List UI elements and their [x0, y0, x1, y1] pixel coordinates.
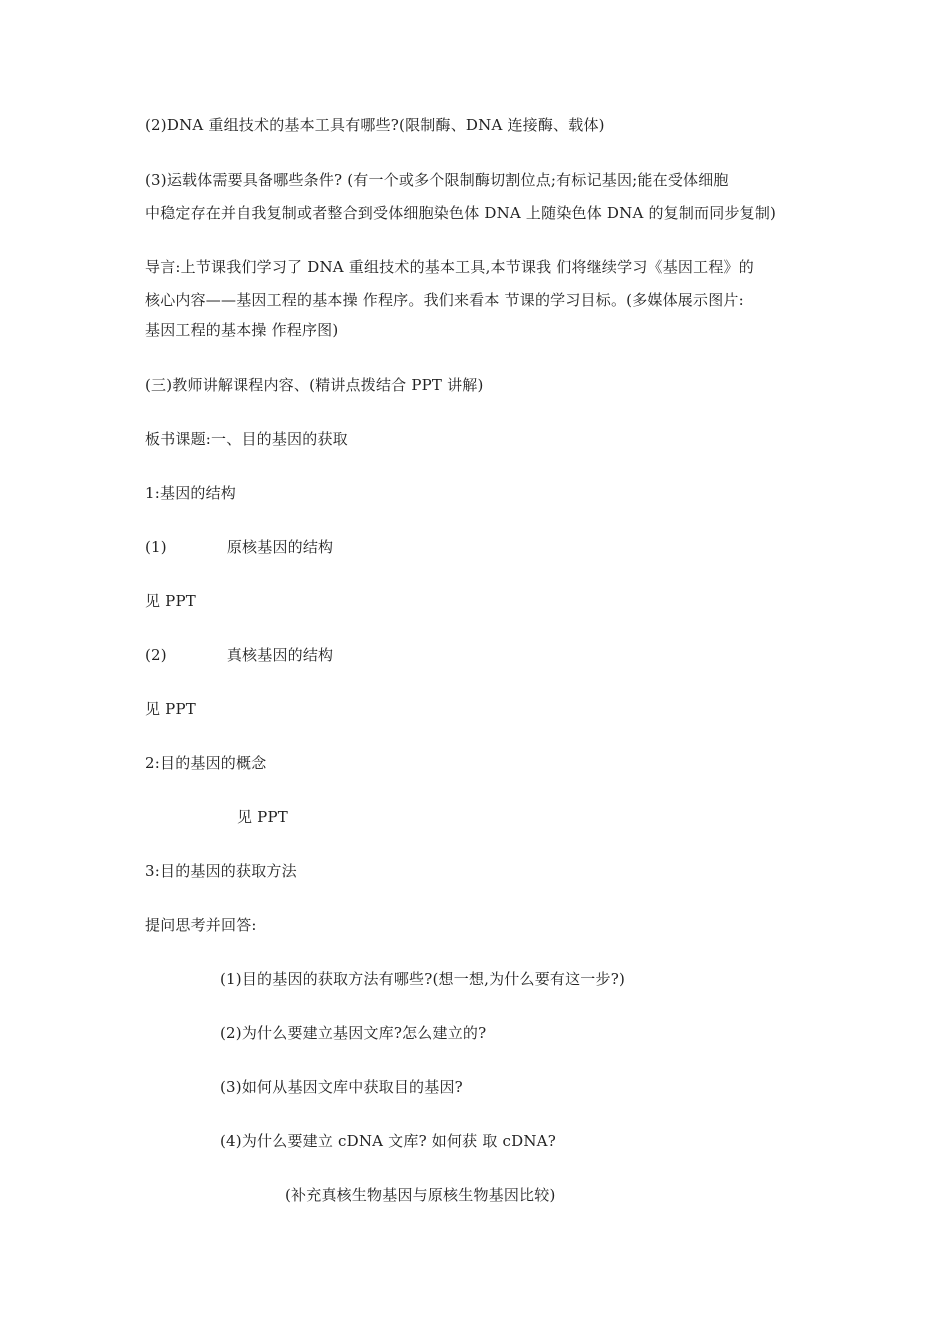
intro-paragraph-line-2: 核心内容——基因工程的基本操 作程序。我们来看本 节课的学习目标。(多媒体展示图片:	[145, 291, 744, 309]
item-1-sub-1	[145, 537, 333, 557]
item-1-sub-2	[145, 645, 333, 665]
item-2-see-ppt: 见 PPT	[237, 808, 288, 826]
question-3: (3)如何从基因文库中获取目的基因?	[220, 1078, 463, 1096]
item-1-sub-1-text: 原核基因的结构	[226, 538, 334, 556]
intro-paragraph-line-1: 导言:上节课我们学习了 DNA 重组技术的基本工具,本节课我 们将继续学习《基因工程》的	[145, 258, 754, 276]
question-2: (2)为什么要建立基因文库?怎么建立的?	[220, 1024, 487, 1042]
item-1-see-ppt-2: 见 PPT	[145, 700, 196, 718]
item-1-sub-2-text: 真核基因的结构	[226, 646, 334, 664]
review-question-2: (2)DNA 重组技术的基本工具有哪些?(限制酶、DNA 连接酶、载体)	[145, 116, 605, 134]
section-3-heading: (三)教师讲解课程内容、(精讲点拨结合 PPT 讲解)	[145, 376, 484, 394]
questions-intro: 提问思考并回答:	[145, 916, 257, 934]
item-2-title: 2:目的基因的概念	[145, 754, 267, 772]
question-4: (4)为什么要建立 cDNA 文库? 如何获 取 cDNA?	[220, 1132, 556, 1150]
item-1-title: 1:基因的结构	[145, 484, 236, 502]
intro-paragraph-line-3: 基因工程的基本操 作程序图)	[145, 321, 339, 339]
board-title: 板书课题:一、目的基因的获取	[145, 430, 348, 448]
item-1-see-ppt-1: 见 PPT	[145, 592, 196, 610]
review-question-3-line-1: (3)运载体需要具备哪些条件? (有一个或多个限制酶切割位点;有标记基因;能在受体细胞	[145, 171, 729, 189]
question-1: (1)目的基因的获取方法有哪些?(想一想,为什么要有这一步?)	[220, 970, 626, 988]
item-3-title: 3:目的基因的获取方法	[145, 862, 297, 880]
item-1-sub-2-number: (2)	[145, 646, 167, 664]
item-1-sub-1-number: (1)	[145, 538, 167, 556]
review-question-3-line-2: 中稳定存在并自我复制或者整合到受体细胞染色体 DNA 上随染色体 DNA 的复制而同步复制)	[145, 204, 777, 222]
supplement-note: (补充真核生物基因与原核生物基因比较)	[285, 1186, 556, 1204]
